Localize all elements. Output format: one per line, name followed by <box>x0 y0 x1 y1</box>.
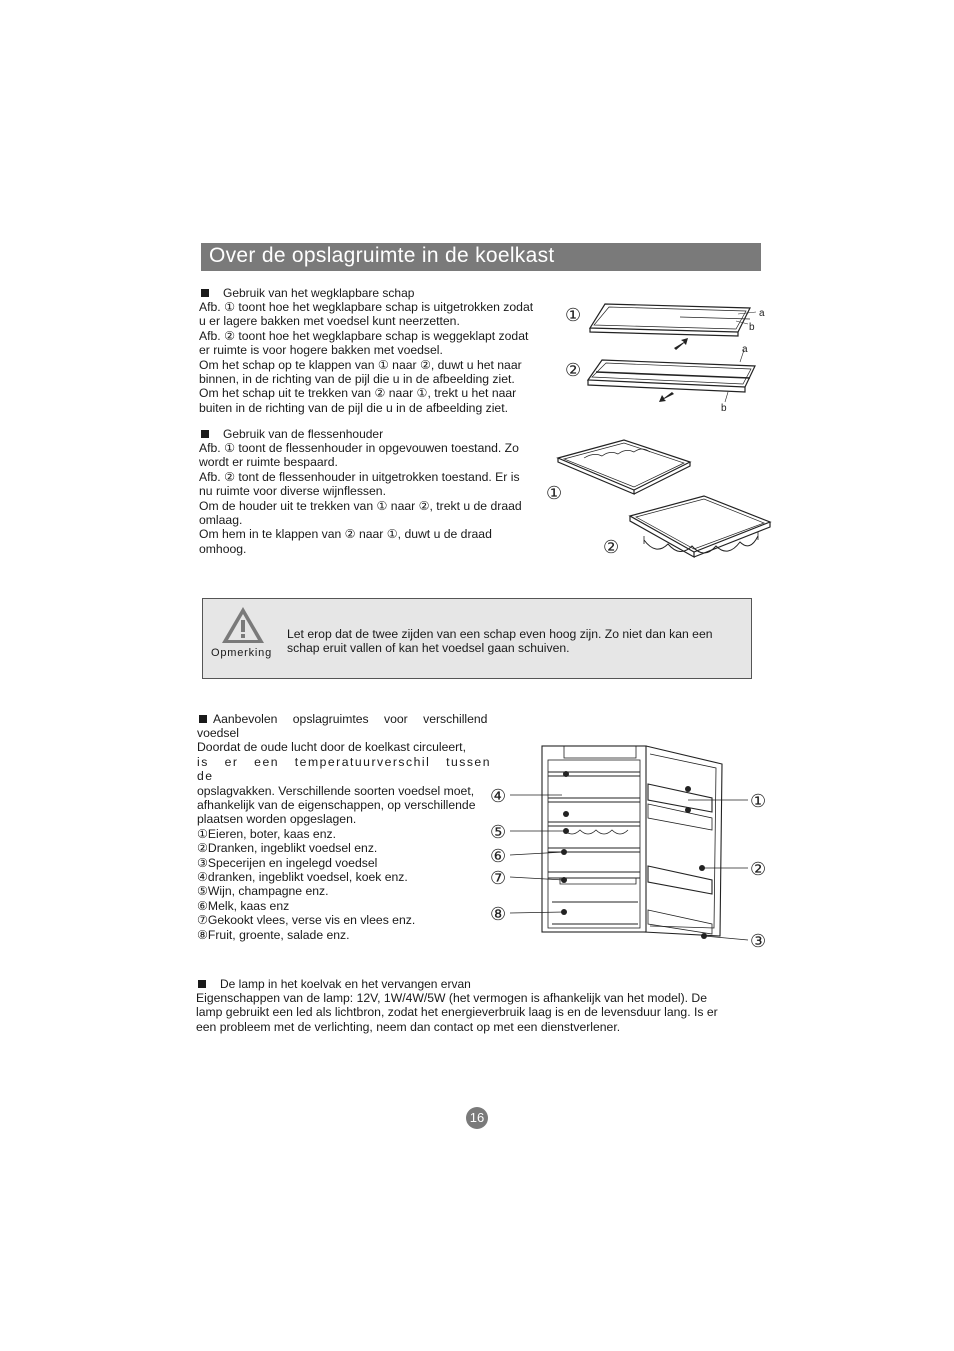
section1-line: Afb. ② toont hoe het wegklapbare schap is weggeklapt zodat <box>199 328 529 343</box>
bullet-square-icon <box>201 430 209 438</box>
section3-intro-line: plaatsen worden opgeslagen. <box>197 812 357 827</box>
section1-body <box>199 300 562 415</box>
section3-heading <box>199 712 491 726</box>
section2-line: Afb. ① toont de flessenhouder in opgevouwen toestand. Zo <box>199 441 519 455</box>
figure-label-2: ② <box>750 859 767 880</box>
section4-heading: De lamp in het koelvak en het vervangen ervan <box>220 977 471 991</box>
fridge-interior-figure <box>488 740 770 952</box>
label-b: b <box>721 403 727 414</box>
section3-intro-line: Doordat de oude lucht door de koelkast circuleert, <box>197 740 466 755</box>
section1-line: Om het schap op te klappen van ① naar ②, duwt u het naar <box>199 357 522 372</box>
figure-label-4: ④ <box>490 786 507 807</box>
section4-body <box>196 991 763 1034</box>
warning-triangle-icon <box>220 605 266 645</box>
food-item: ①Eieren, boter, kaas enz. <box>197 826 336 841</box>
figure-label-2: ② <box>603 537 620 558</box>
figure-label-6: ⑥ <box>490 846 507 867</box>
section2-heading: Gebruik van de flessenhouder <box>223 427 384 441</box>
section3-intro-line: afhankelijk van de eigenschappen, op verschillende <box>197 798 476 813</box>
food-item: ④dranken, ingeblikt voedsel, koek enz. <box>197 870 408 885</box>
section1-heading-row <box>201 286 414 300</box>
label-b: b <box>749 322 755 333</box>
section1-line: binnen, in de richting van de pijl die u in de afbeelding ziet. <box>199 372 515 387</box>
pull-arrow-icon <box>659 392 674 402</box>
section1-line: Om het schap uit te trekken van ② naar ①, trekt u het naar <box>199 386 517 401</box>
section3-body <box>197 726 491 942</box>
section2-line: Om hem in te klappen van ② naar ①, duwt u de draad <box>199 527 492 542</box>
figure-label-5: ⑤ <box>490 822 507 843</box>
section1-line: Afb. ① toont hoe het wegklapbare schap is uitgetrokken zodat <box>199 300 534 314</box>
title-bar <box>201 243 761 271</box>
bullet-square-icon <box>199 715 207 723</box>
note-text: Let erop dat de twee zijden van een schap even hoog zijn. Zo niet dan kan een schap eruit vallen of kan het voedsel gaan schuiven. <box>287 627 713 656</box>
note-box <box>202 598 752 679</box>
section4-heading-row <box>198 977 471 991</box>
figure-label-7: ⑦ <box>490 868 507 889</box>
food-item: ⑧Fruit, groente, salade enz. <box>197 927 350 942</box>
bullet-square-icon <box>198 980 206 988</box>
figure-label-1: ① <box>750 791 767 812</box>
page-number: 16 <box>469 1110 485 1125</box>
figure-label-1: ① <box>565 305 582 326</box>
figure-label-2: ② <box>565 360 582 381</box>
food-item: ⑤Wijn, champagne enz. <box>197 884 329 899</box>
section2-heading-row <box>201 427 383 441</box>
section2-line: omlaag. <box>199 513 243 528</box>
section2-line: nu ruimte voor diverse wijnflessen. <box>199 484 386 499</box>
page-title: Over de opslagruimte in de koelkast <box>209 244 555 267</box>
section2-body <box>199 441 543 556</box>
section4-line: Eigenschappen van de lamp: 12V, 1W/4W/5W (het vermogen is afhankelijk van het model). De <box>196 991 708 1005</box>
food-item: ③Specerijen en ingelegd voedsel <box>197 855 378 870</box>
section1-line: u er lagere bakken met voedsel kunt neerzetten. <box>199 314 460 329</box>
section2-line: Om de houder uit te trekken van ① naar ②, trekt u de draad <box>199 498 522 513</box>
figure-label-3: ③ <box>750 931 767 952</box>
push-arrow-icon <box>674 338 688 350</box>
section2-line: omhoog. <box>199 541 247 556</box>
section3-intro-line: is er een temperatuurverschil tussen de <box>197 754 491 784</box>
section2-line: Afb. ② tont de flessenhouder in uitgetrokken toestand. Er is <box>199 469 520 484</box>
label-a: a <box>759 308 765 319</box>
section4-line: lamp gebruikt een led als lichtbron, zodat het energieverbruik laag is en de levensduur lang. Is er <box>196 1005 718 1020</box>
foldable-shelf-figure <box>560 292 775 420</box>
figure-label-1: ① <box>546 483 563 504</box>
bottle-holder-figure <box>544 432 774 572</box>
note-label: Opmerking <box>211 647 272 659</box>
food-item: ⑦Gekookt vlees, verse vis en vlees enz. <box>197 913 416 928</box>
section3-intro-line: opslagvakken. Verschillende soorten voedsel moet, <box>197 783 475 798</box>
section1-line: buiten in de richting van de pijl die u in de afbeelding ziet. <box>199 400 508 415</box>
section3-heading-continued: voedsel <box>197 726 240 740</box>
food-item: ②Dranken, ingeblikt voedsel enz. <box>197 841 378 856</box>
page-number-badge <box>466 1107 488 1129</box>
section1-line: er ruimte is voor hogere bakken met voedsel. <box>199 343 443 358</box>
label-a: a <box>742 344 748 355</box>
food-item: ⑥Melk, kaas enz <box>197 898 290 913</box>
section1-heading: Gebruik van het wegklapbare schap <box>223 286 415 300</box>
section4-line: een probleem met de verlichting, neem dan contact op met een dienstverlener. <box>196 1019 621 1034</box>
section3-heading-text: Aanbevolen opslagruimtes voor verschillend <box>213 712 488 726</box>
figure-label-8: ⑧ <box>490 904 507 925</box>
bullet-square-icon <box>201 289 209 297</box>
section2-line: wordt er ruimte bespaard. <box>199 455 338 470</box>
